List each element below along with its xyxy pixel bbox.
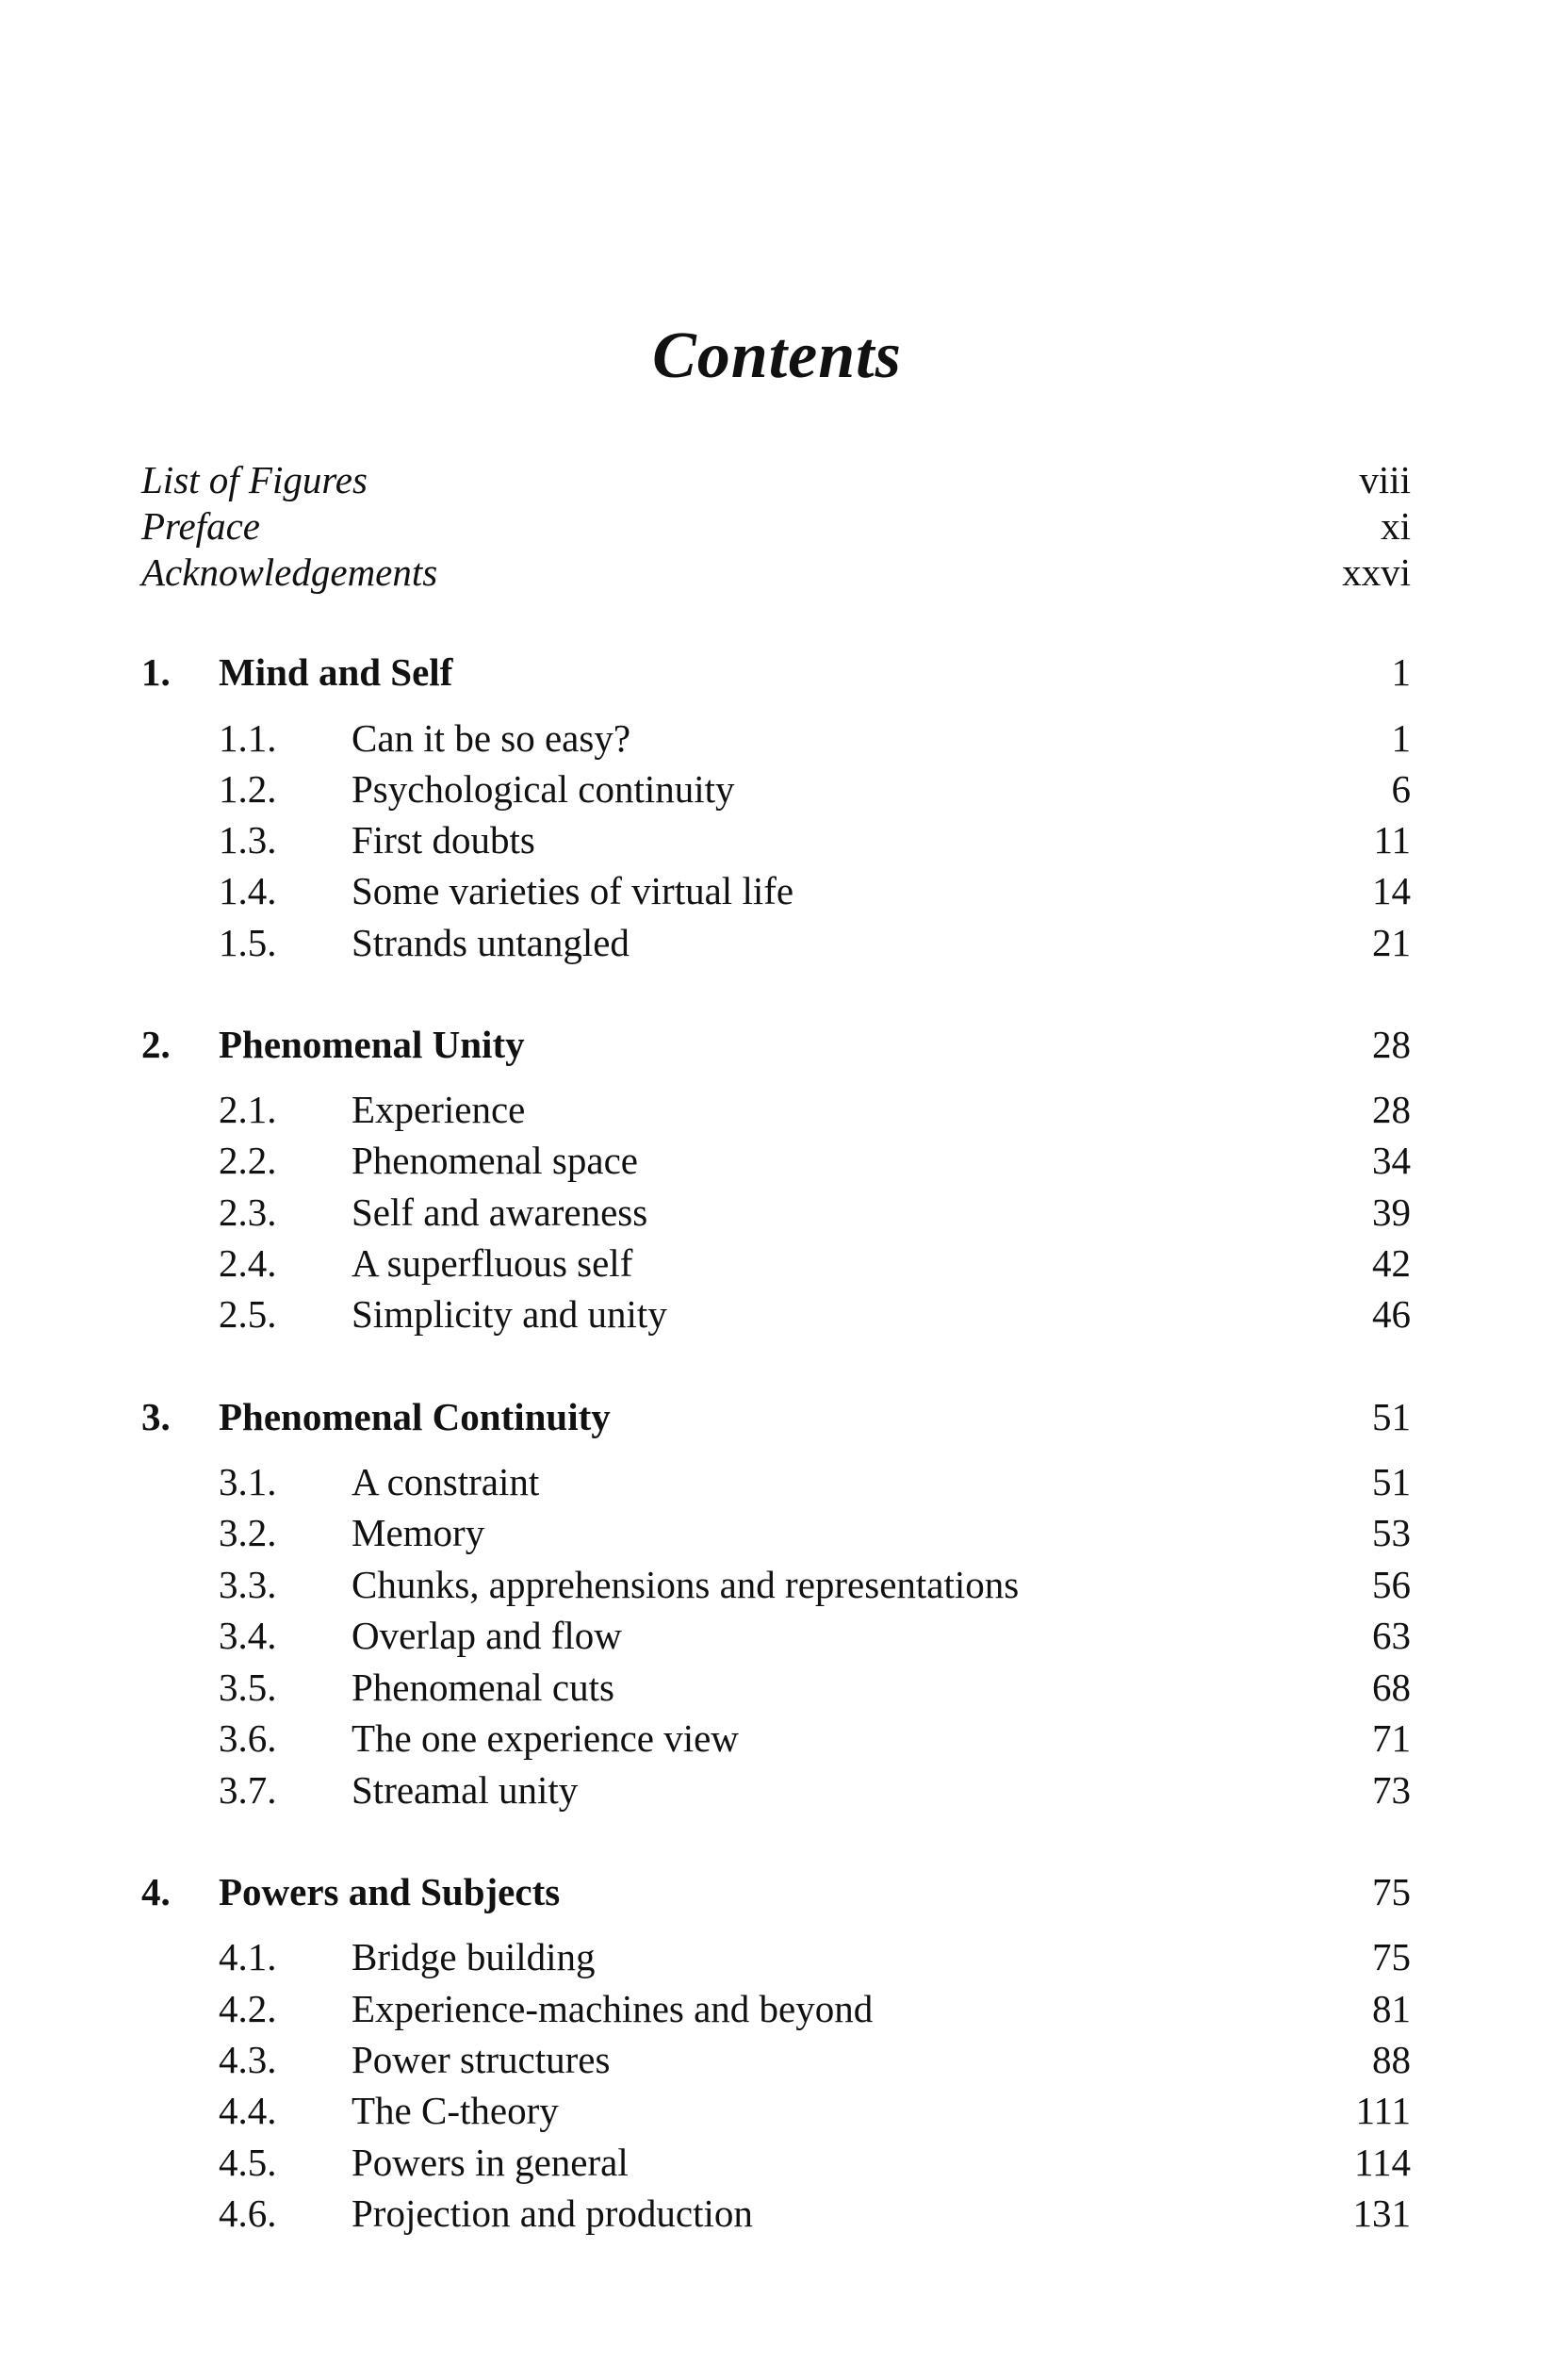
section-number: 2.1. bbox=[219, 1088, 277, 1131]
chapter-number: 4. bbox=[141, 1870, 171, 1913]
chapter-title: Powers and Subjects bbox=[219, 1870, 561, 1913]
section-title: A superfluous self bbox=[352, 1241, 633, 1285]
section-page-number: 28 bbox=[1372, 1088, 1411, 1131]
entry-page-number: viii bbox=[1359, 458, 1411, 501]
section-entry bbox=[0, 1456, 1554, 1507]
chapter-number: 3. bbox=[141, 1395, 171, 1438]
section-number: 1.1. bbox=[219, 716, 277, 760]
section-page-number: 131 bbox=[1352, 2191, 1411, 2235]
chapter-heading bbox=[0, 1391, 1554, 1442]
section-title: Experience-machines and beyond bbox=[352, 1987, 874, 2030]
section-entry bbox=[0, 1187, 1554, 1238]
section-number: 3.4. bbox=[219, 1614, 277, 1657]
section-page-number: 21 bbox=[1372, 921, 1411, 964]
section-number: 4.1. bbox=[219, 1935, 277, 1978]
section-number: 2.4. bbox=[219, 1241, 277, 1285]
section-title: Strands untangled bbox=[352, 921, 630, 964]
section-title: Can it be so easy? bbox=[352, 716, 631, 760]
section-page-number: 75 bbox=[1372, 1935, 1411, 1978]
section-entry bbox=[0, 865, 1554, 916]
chapter-page-number: 75 bbox=[1372, 1870, 1411, 1913]
section-page-number: 73 bbox=[1372, 1768, 1411, 1812]
section-number: 2.5. bbox=[219, 1292, 277, 1336]
section-entry bbox=[0, 1931, 1554, 1982]
chapter-heading bbox=[0, 1866, 1554, 1917]
section-page-number: 11 bbox=[1373, 818, 1411, 862]
chapter-heading bbox=[0, 647, 1554, 698]
section-entry bbox=[0, 1610, 1554, 1661]
section-page-number: 53 bbox=[1372, 1511, 1411, 1554]
section-title: Overlap and flow bbox=[352, 1614, 622, 1657]
section-page-number: 51 bbox=[1372, 1460, 1411, 1503]
section-number: 1.5. bbox=[219, 921, 277, 964]
front-matter-entry bbox=[0, 547, 1554, 598]
section-entry bbox=[0, 2034, 1554, 2085]
section-title: The C-theory bbox=[352, 2089, 559, 2132]
section-title: Psychological continuity bbox=[352, 767, 735, 811]
section-number: 2.3. bbox=[219, 1190, 277, 1234]
section-entry bbox=[0, 1288, 1554, 1339]
section-entry bbox=[0, 814, 1554, 865]
section-number: 4.6. bbox=[219, 2191, 277, 2235]
chapter-number: 1. bbox=[141, 650, 171, 694]
entry-title: Preface bbox=[141, 504, 260, 548]
section-page-number: 39 bbox=[1372, 1190, 1411, 1234]
section-entry bbox=[0, 1559, 1554, 1610]
front-matter-entry bbox=[0, 501, 1554, 551]
section-number: 4.2. bbox=[219, 1987, 277, 2030]
section-entry bbox=[0, 1983, 1554, 2034]
chapter-heading bbox=[0, 1019, 1554, 1070]
chapter-page-number: 51 bbox=[1372, 1395, 1411, 1438]
section-title: Streamal unity bbox=[352, 1768, 579, 1812]
section-page-number: 1 bbox=[1391, 716, 1411, 760]
section-number: 3.1. bbox=[219, 1460, 277, 1503]
section-number: 3.5. bbox=[219, 1666, 277, 1709]
section-entry bbox=[0, 1713, 1554, 1764]
chapter-title: Phenomenal Continuity bbox=[219, 1395, 611, 1438]
section-page-number: 114 bbox=[1354, 2141, 1411, 2184]
section-page-number: 88 bbox=[1372, 2038, 1411, 2081]
section-entry bbox=[0, 1135, 1554, 1186]
section-title: Experience bbox=[352, 1088, 526, 1131]
section-page-number: 63 bbox=[1372, 1614, 1411, 1657]
section-number: 2.2. bbox=[219, 1139, 277, 1182]
section-number: 3.3. bbox=[219, 1563, 277, 1606]
section-title: The one experience view bbox=[352, 1716, 739, 1760]
section-number: 1.3. bbox=[219, 818, 277, 862]
section-number: 3.6. bbox=[219, 1716, 277, 1760]
section-entry bbox=[0, 1238, 1554, 1288]
entry-page-number: xi bbox=[1381, 504, 1411, 548]
chapter-page-number: 1 bbox=[1391, 650, 1411, 694]
section-title: Powers in general bbox=[352, 2141, 629, 2184]
section-page-number: 42 bbox=[1372, 1241, 1411, 1285]
section-entry bbox=[0, 2188, 1554, 2239]
section-entry bbox=[0, 1764, 1554, 1815]
section-page-number: 14 bbox=[1372, 869, 1411, 912]
section-title: Some varieties of virtual life bbox=[352, 869, 794, 912]
section-title: Bridge building bbox=[352, 1935, 596, 1978]
section-title: Projection and production bbox=[352, 2191, 753, 2235]
section-title: Simplicity and unity bbox=[352, 1292, 667, 1336]
section-title: Power structures bbox=[352, 2038, 611, 2081]
section-number: 4.3. bbox=[219, 2038, 277, 2081]
section-entry bbox=[0, 917, 1554, 968]
section-number: 3.7. bbox=[219, 1768, 277, 1812]
section-number: 3.2. bbox=[219, 1511, 277, 1554]
chapter-page-number: 28 bbox=[1372, 1023, 1411, 1066]
section-page-number: 71 bbox=[1372, 1716, 1411, 1760]
section-entry bbox=[0, 2085, 1554, 2136]
section-entry bbox=[0, 2137, 1554, 2188]
section-entry bbox=[0, 1084, 1554, 1135]
chapter-number: 2. bbox=[141, 1023, 171, 1066]
section-entry bbox=[0, 1507, 1554, 1558]
section-number: 1.2. bbox=[219, 767, 277, 811]
entry-page-number: xxvi bbox=[1342, 550, 1411, 594]
section-title: A constraint bbox=[352, 1460, 540, 1503]
section-entry bbox=[0, 763, 1554, 814]
entry-title: List of Figures bbox=[141, 458, 368, 501]
section-page-number: 34 bbox=[1372, 1139, 1411, 1182]
section-title: Self and awareness bbox=[352, 1190, 648, 1234]
section-title: Memory bbox=[352, 1511, 485, 1554]
section-title: Chunks, apprehensions and representations bbox=[352, 1563, 1020, 1606]
entry-title: Acknowledgements bbox=[141, 550, 438, 594]
section-title: First doubts bbox=[352, 818, 535, 862]
page-title: Contents bbox=[652, 319, 902, 392]
section-page-number: 46 bbox=[1372, 1292, 1411, 1336]
section-number: 4.5. bbox=[219, 2141, 277, 2184]
section-page-number: 111 bbox=[1355, 2089, 1411, 2132]
section-title: Phenomenal space bbox=[352, 1139, 638, 1182]
chapter-title: Mind and Self bbox=[219, 650, 453, 694]
section-entry bbox=[0, 713, 1554, 763]
section-number: 4.4. bbox=[219, 2089, 277, 2132]
section-page-number: 56 bbox=[1372, 1563, 1411, 1606]
section-page-number: 6 bbox=[1391, 767, 1411, 811]
section-page-number: 68 bbox=[1372, 1666, 1411, 1709]
front-matter-entry bbox=[0, 454, 1554, 505]
chapter-title: Phenomenal Unity bbox=[219, 1023, 525, 1066]
section-page-number: 81 bbox=[1372, 1987, 1411, 2030]
section-title: Phenomenal cuts bbox=[352, 1666, 614, 1709]
section-number: 1.4. bbox=[219, 869, 277, 912]
section-entry bbox=[0, 1662, 1554, 1713]
